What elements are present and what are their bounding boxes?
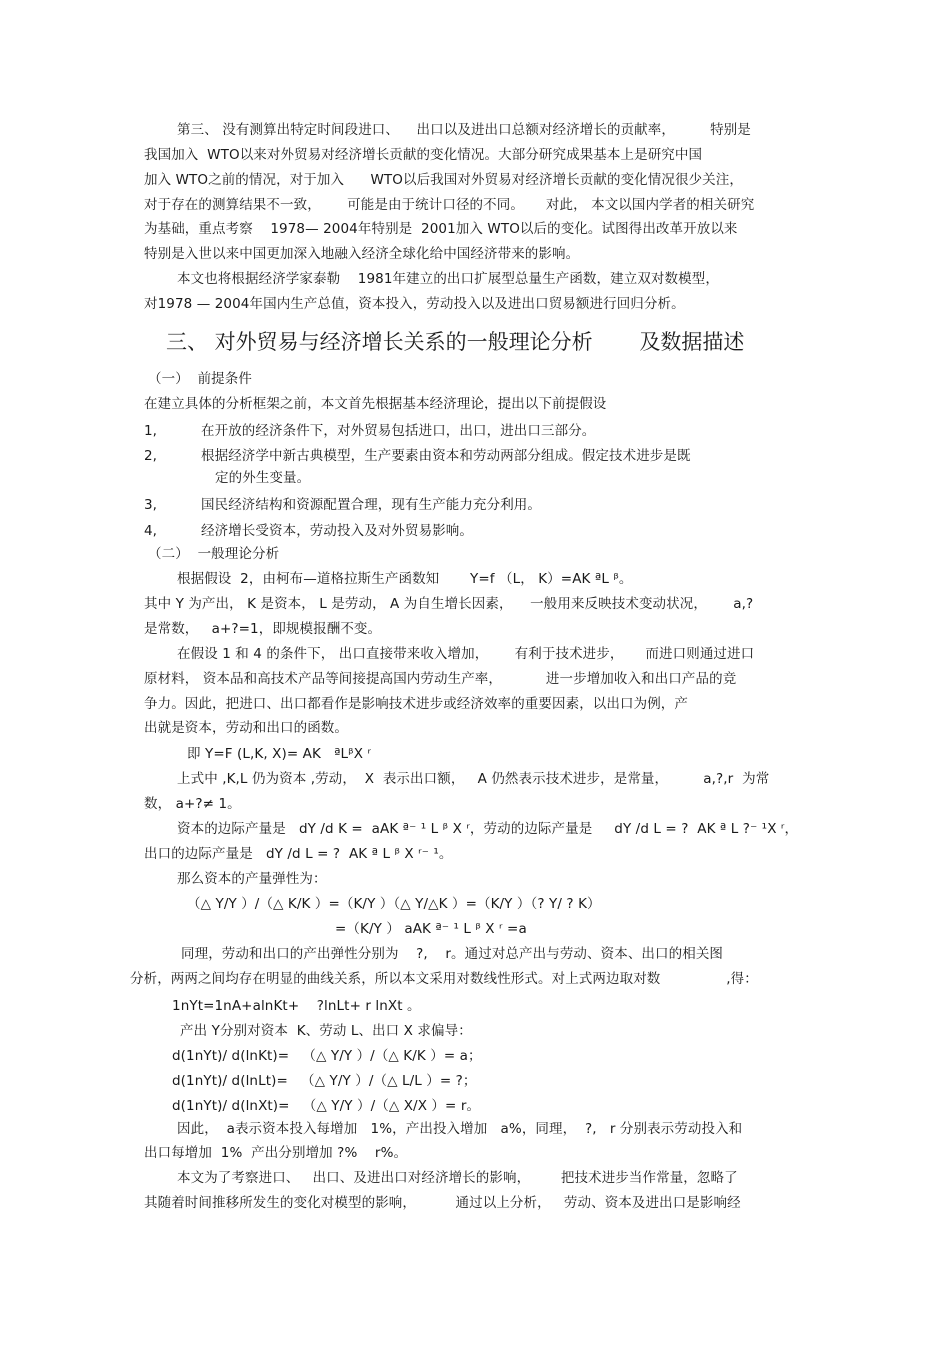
- text-line: 出口的边际产量是 dY /d L = ? AK ª L ᵝ X ʳ⁻ ¹。: [144, 846, 453, 862]
- text-line: 同理，劳动和出口的产出弹性分别为 ?, r。通过对总产出与劳动、资本、出口的相关图: [181, 946, 724, 962]
- text-line: 出口每增加 1% 产出分别增加 ?% r%。: [144, 1145, 408, 1161]
- text-line: 其中 Y 为产出， K 是资本， L 是劳动， A 为自生增长因素， 一般用来反映技术变动状况， a,?: [144, 596, 754, 612]
- text-line: 争力。因此，把进口、出口都看作是影响技术进步或经济效率的重要因素，以出口为例，产: [144, 696, 688, 712]
- text-line: 其随着时间推移所发生的变化对模型的影响， 通过以上分析， 劳动、资本及进出口是影响经: [144, 1195, 741, 1211]
- text-line: 因此， a表示资本投入每增加 1%，产出投入增加 a%，同理， ?, r 分别表示劳动投入和: [177, 1121, 743, 1137]
- text-line: 上式中 ,K,L 仍为资本 ,劳动， X 表示出口额， A 仍然表示技术进步，是常量， a,?,r 为常: [177, 771, 770, 787]
- equation: （△ Y/Y ）/（△ K/K ）=（K/Y ）（△ Y/△K ）=（K/Y ）（? Y/ ? K）: [187, 896, 601, 912]
- text-line: 是常数， a+?=1，即规模报酬不变。: [144, 621, 382, 637]
- list-item: 根据经济学中新古典模型，生产要素由资本和劳动两部分组成。假定技术进步是既: [201, 448, 691, 464]
- list-number: 2,: [144, 448, 157, 464]
- list-item: 国民经济结构和资源配置合理，现有生产能力充分利用。: [201, 497, 541, 513]
- list-number: 1,: [144, 423, 157, 439]
- subsection-heading: （一） 前提条件: [148, 371, 252, 387]
- text-line: 数， a+?≠ 1。: [144, 796, 241, 812]
- text-line: 那么资本的产量弹性为：: [177, 871, 327, 887]
- list-item: 经济增长受资本，劳动投入及对外贸易影响。: [201, 523, 473, 539]
- equation: 即 Y=F (L,K, X)= AK ªLᵝX ʳ: [187, 746, 372, 762]
- text-line: 在假设 1 和 4 的条件下， 出口直接带来收入增加， 有利于技术进步， 而进口则通过进口: [177, 646, 755, 662]
- equation: d(1nYt)/ d(lnXt)= （△ Y/Y ）/（△ X/X ）= r。: [172, 1098, 481, 1114]
- list-number: 3,: [144, 497, 157, 513]
- section-heading: 三、 对外贸易与经济增长关系的一般理论分析 及数据描述: [166, 330, 745, 354]
- text-line: 特别是入世以来中国更加深入地融入经济全球化给中国经济带来的影响。: [144, 246, 580, 262]
- text-line: 为基础，重点考察 1978— 2004年特别是 2001加入 WTO以后的变化。试图得出改革开放以来: [144, 221, 738, 237]
- text-line: 对1978 — 2004年国内生产总值，资本投入，劳动投入以及进出口贸易额进行回归分析。: [144, 296, 685, 312]
- text-line: 加入 WTO之前的情况，对于加入 WTO以后我国对外贸易对经济增长贡献的变化情况很少关注，: [144, 172, 743, 188]
- equation: =（K/Y ） aAK ª⁻ ¹ L ᵝ X ʳ =a: [335, 921, 527, 937]
- text-line: 本文也将根据经济学家泰勒 1981年建立的出口扩展型总量生产函数，建立双对数模型，: [177, 271, 719, 287]
- text-line: 第三、 没有测算出特定时间段进口、 出口以及进出口总额对经济增长的贡献率， 特别是: [177, 122, 751, 138]
- list-item: 在开放的经济条件下，对外贸易包括进口，出口，进出口三部分。: [201, 423, 596, 439]
- list-number: 4,: [144, 523, 157, 539]
- equation: d(1nYt)/ d(lnLt)= （△ Y/Y ）/（△ L/L ）= ?；: [172, 1073, 477, 1089]
- list-item-continued: 定的外生变量。: [215, 470, 311, 486]
- equation: d(1nYt)/ d(lnKt)= （△ Y/Y ）/（△ K/K ）= a；: [172, 1048, 482, 1064]
- subsection-heading: （二） 一般理论分析: [148, 546, 280, 562]
- text-line: 本文为了考察进口、 出口、及进出口对经济增长的影响， 把技术进步当作常量，忽略了: [177, 1170, 738, 1186]
- equation: 1nYt=1nA+alnKt+ ?lnLt+ r lnXt 。: [172, 998, 421, 1014]
- text-line: 产出 Y分别对资本 K、劳动 L、出口 X 求偏导：: [180, 1023, 472, 1039]
- text-line: 分析，两两之间均存在明显的曲线关系，所以本文采用对数线性形式。对上式两边取对数 ,得：: [130, 971, 758, 987]
- text-line: 在建立具体的分析框架之前，本文首先根据基本经济理论，提出以下前提假设: [144, 396, 607, 412]
- text-line: 根据假设 2，由柯布—道格拉斯生产函数知 Y=f （L， K）=AK ªL ᵝ。: [177, 571, 633, 587]
- text-line: 资本的边际产量是 dY /d K = aAK ª⁻ ¹ L ᵝ X ʳ，劳动的边际产量是 dY /d L = ? AK ª L ?⁻ ¹X ʳ，: [177, 821, 799, 837]
- text-line: 对于存在的测算结果不一致， 可能是由于统计口径的不同。 对此， 本文以国内学者的相关研究: [144, 197, 755, 213]
- text-line: 我国加入 WTO以来对外贸易对经济增长贡献的变化情况。大部分研究成果基本上是研究中国: [144, 147, 703, 163]
- text-line: 出就是资本，劳动和出口的函数。: [144, 720, 348, 736]
- text-line: 原材料， 资本品和高技术产品等间接提高国内劳动生产率， 进一步增加收入和出口产品的竞: [144, 671, 737, 687]
